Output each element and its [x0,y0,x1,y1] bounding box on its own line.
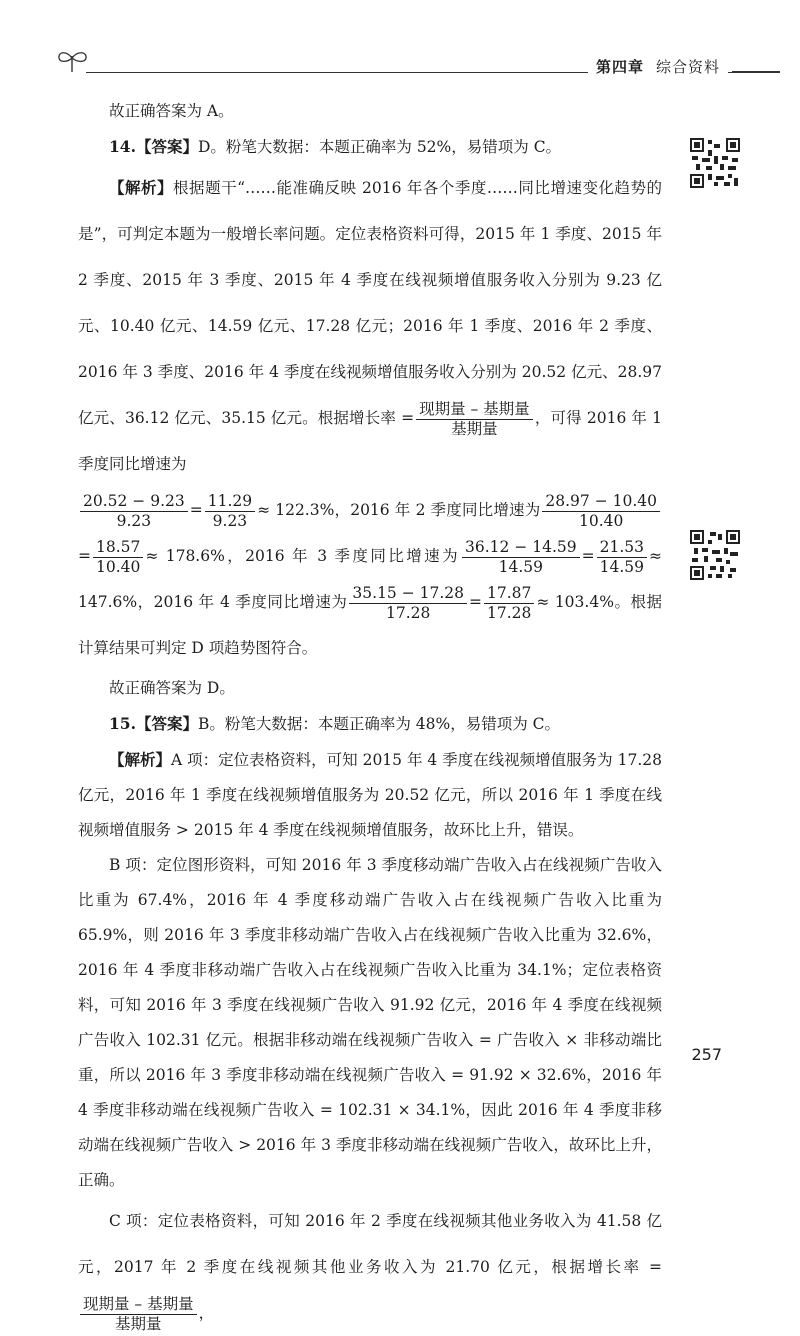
paragraph [78,487,662,671]
paragraph [78,706,662,742]
analysis-text: ， [198,1304,215,1322]
analysis-text: ，可得 2016 年 1 季度同比增速为 [78,409,662,473]
fraction-denominator: 17.28 [386,603,431,622]
calc-result: ≈ 147.6%，2016 年 4 季度同比增速为 [78,547,662,611]
fraction-numerator: 现期量 – 基期量 [80,1295,197,1315]
sprout-leaf-icon [56,46,90,76]
calc-fraction [462,538,580,576]
fraction-numerator: 20.52 − 9.23 [80,492,188,512]
paragraph [78,848,662,1198]
answer-text: 故正确答案为 D。 [109,679,235,697]
section-title: 综合资料 [655,58,720,76]
answer-label: 14.【答案】 [109,137,198,156]
paragraph [78,165,662,487]
running-header [56,46,780,86]
page-number: 257 [691,1045,722,1064]
fraction-numerator: 17.87 [484,584,534,604]
fraction-numerator: 36.12 − 14.59 [462,538,580,558]
equals-sign: = [189,501,203,519]
paragraph [78,94,662,129]
fraction-denominator: 10.40 [579,511,624,530]
analysis-text: B 项：定位图形资料，可知 2016 年 3 季度移动端广告收入占在线视频广告收入比重为 67.4%，2016 年 4 季度移动端广告收入占在线视频广告收入比重为 65.9%，则 2016 年 3 季度非移动端广告收入占在线视频广告收入比重为 32.6%，2016 年 4 季度非移动端广告收入占在线视频广告收入比重为 34.1%；定位表格资料，可知 2016 年 3 季度在线视频广告收入 91.92 亿元，2016 年 4 季度在线视频广告收入 102.31 亿元。根据非移动端在线视频广告收入 = 广告收入 × 非移动端比重，所以 2016 年 3 季度非移动端在线视频广告收入 = 91.92 × 32.6%，2016 年 4 季度非移动端在线视频广告收入 = 102.31 × 34.1%，因此 2016 年 4 季度非移动端在线视频广告收入 > 2016 年 3 季度非移动端在线视频广告收入，故环比上升，正确。 [78,856,662,1189]
analysis-label: 【解析】 [109,178,174,197]
calc-result: ≈ 122.3%，2016 年 2 季度同比增速为 [257,501,541,519]
fraction-denominator: 14.59 [498,557,544,576]
paragraph [78,1198,662,1336]
answer-text: D。粉笔大数据：本题正确率为 52%，易错项为 C。 [197,138,562,156]
fraction-numerator: 35.15 − 17.28 [349,584,467,604]
fraction-denominator: 基期量 [451,419,498,438]
fraction-numerator: 18.57 [93,538,143,558]
qr-code-icon[interactable] [690,138,740,188]
answer-text: 故正确答案为 A。 [109,102,234,120]
fraction-denominator: 9.23 [116,511,152,530]
paragraph [78,671,662,706]
calc-fraction [80,492,188,530]
growth-rate-formula [80,1295,197,1333]
equals-sign: = [581,547,595,565]
calc-fraction [349,584,467,622]
fraction-numerator: 现期量 – 基期量 [416,400,533,420]
fraction-denominator: 10.40 [96,557,141,576]
fraction-denominator: 基期量 [115,1314,162,1333]
equals-sign: = [78,547,91,565]
fraction-numerator: 28.97 − 10.40 [542,492,660,512]
paragraph [78,129,662,165]
analysis-text: A 项：定位表格资料，可知 2015 年 4 季度在线视频增值服务为 17.28 亿元，2016 年 1 季度在线视频增值服务为 20.52 亿元，所以 2016 年 1 季度在线视频增值服务 > 2015 年 4 季度在线视频增值服务，故环比上升，错误。 [78,751,662,839]
qr-code-icon[interactable] [690,530,740,580]
calc-fraction [93,538,143,576]
calc-fraction [484,584,534,622]
calc-fraction [597,538,647,576]
analysis-text: 根据题干“……能准确反映 2016 年各个季度……同比增速变化趋势的是”，可判定本题为一般增长率问题。定位表格资料可得，2015 年 1 季度、2015 年 2 季度、2015 年 3 季度、2015 年 4 季度在线视频增值服务收入分别为 9.23 亿元、10.40 亿元、14.59 亿元、17.28 亿元；2016 年 1 季度、2016 年 2 季度、2016 年 3 季度、2016 年 4 季度在线视频增值服务收入分别为 20.52 亿元、28.97 亿元、36.12 亿元、35.15 亿元。根据增长率 = [78,179,662,427]
paragraph [78,742,662,848]
analysis-text: C 项：定位表格资料，可知 2016 年 2 季度在线视频其他业务收入为 41.58 亿元，2017 年 2 季度在线视频其他业务收入为 21.70 亿元，根据增长率 = [78,1212,662,1276]
equals-sign: = [469,593,483,611]
analysis-label: 【解析】 [109,750,172,769]
answer-label: 15.【答案】 [109,714,198,733]
chapter-number: 第四章 [595,58,644,76]
calc-fraction [542,492,660,530]
calc-fraction [205,492,255,530]
calc-result: ≈ 178.6%，2016 年 3 季度同比增速为 [145,547,461,565]
answer-text: B。粉笔大数据：本题正确率为 48%，易错项为 C。 [197,715,561,733]
fraction-denominator: 9.23 [212,511,248,530]
fraction-numerator: 21.53 [597,538,647,558]
solution-body [78,94,662,1336]
growth-rate-formula [416,400,533,438]
chapter-title [588,56,728,77]
fraction-denominator: 14.59 [599,557,644,576]
header-dash [732,71,780,72]
fraction-numerator: 11.29 [205,492,255,512]
fraction-denominator: 17.28 [487,603,532,622]
calc-result: ≈ 103.4%。根据计算结果可判定 D 项趋势图符合。 [78,593,662,657]
